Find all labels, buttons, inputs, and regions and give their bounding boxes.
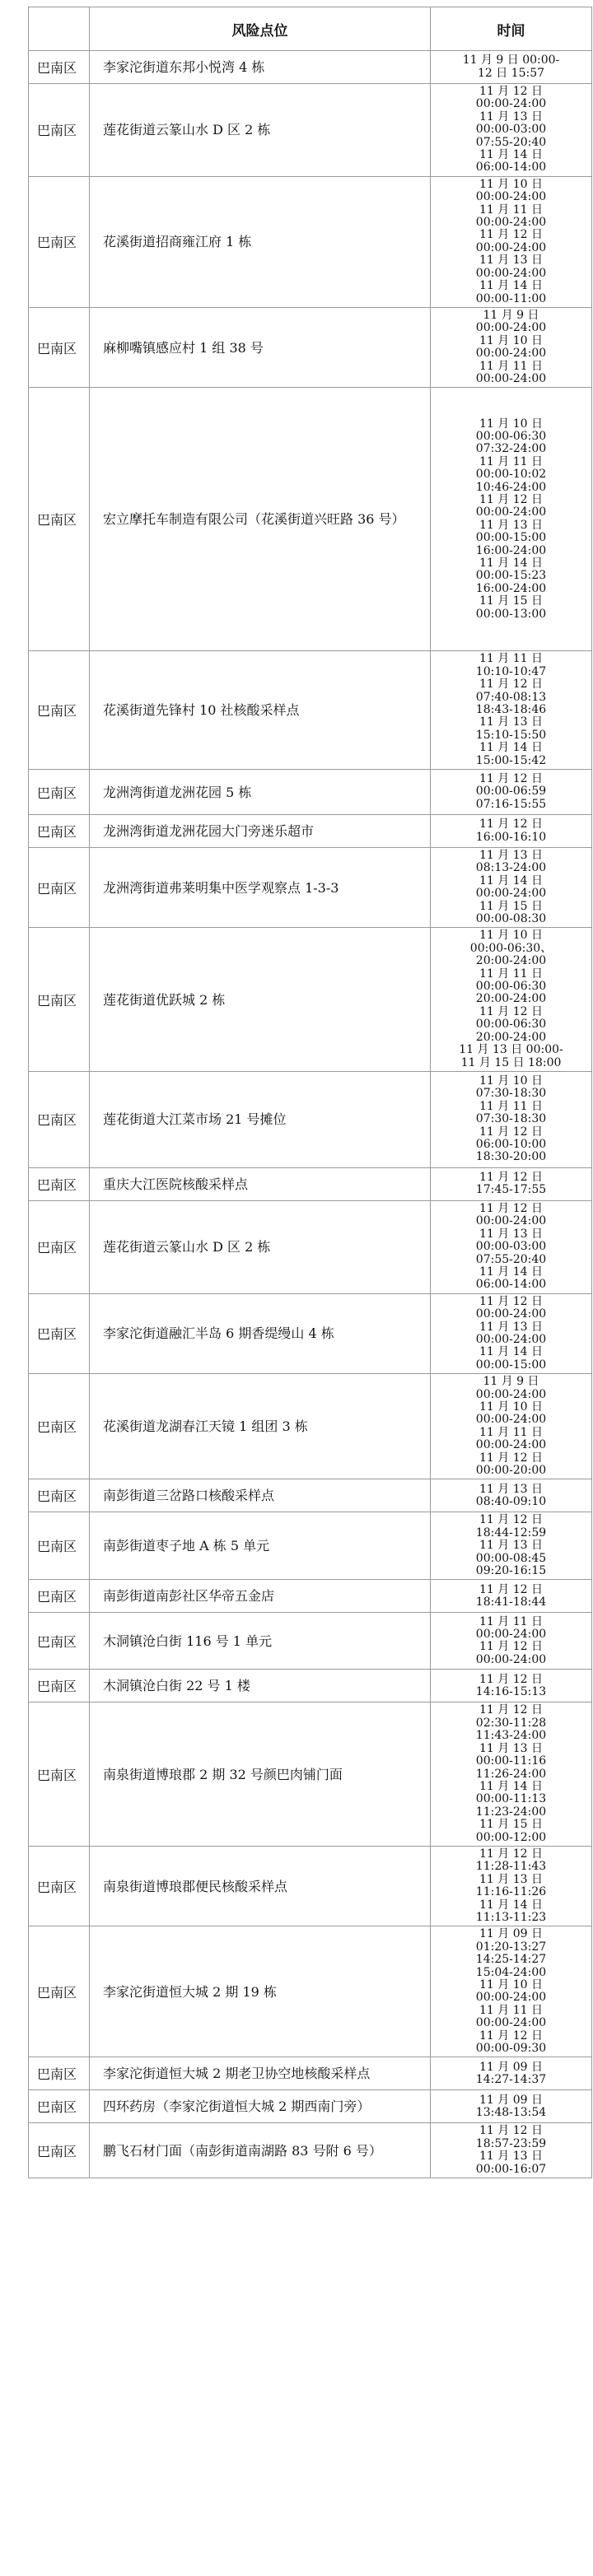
district-cell: 巴南区 [29,1479,90,1512]
time-line: 17:45-17:55 [475,1183,547,1197]
time-cell [431,1479,592,1512]
time-line: 11 月 13 日 [479,2150,543,2164]
district-cell: 巴南区 [29,1580,90,1613]
table-row [29,1374,592,1479]
table-row [29,84,592,177]
table-row [29,51,592,84]
table-row [29,1071,592,1167]
time-line: 11 月 09 日 [479,2093,543,2107]
time-line: 11 月 13 日 [479,1741,543,1755]
time-line: 11 月 12 日 [479,678,543,692]
table-row [29,1580,592,1613]
table-row [29,651,592,770]
time-line: 18:44-12:59 [475,1526,547,1540]
time-line: 00:00-24:00 [475,1652,547,1666]
table-row [29,1846,592,1926]
time-line: 14:16-15:13 [475,1684,547,1698]
place-cell: 莲花街道大江菜市场 21 号摊位 [90,1071,431,1167]
time-line: 00:00-24:00 [475,216,547,230]
time-line: 11 月 12 日 [479,1125,543,1139]
place-cell: 南彭街道三岔路口核酸采样点 [90,1479,431,1512]
time-line: 07:55-20:40 [475,135,547,149]
table-body [29,51,592,2178]
time-cell [431,2123,592,2178]
time-line: 00:00-24:00 [475,97,547,111]
time-cell [431,1167,592,1200]
table-row [29,928,592,1071]
table-row [29,176,592,307]
place-cell: 李家沱街道东邦小悦湾 4 栋 [90,51,431,84]
place-cell: 花溪街道招商雍江府 1 栋 [90,176,431,307]
time-line: 11 月 10 日 [479,1978,543,1991]
time-line: 00:00-24:00 [475,240,547,254]
time-cell [431,1580,592,1613]
district-cell: 巴南区 [29,1613,90,1670]
time-line: 11 月 12 日 [479,1640,543,1654]
time-cell [431,1293,592,1373]
district-cell: 巴南区 [29,848,90,928]
district-cell: 巴南区 [29,1670,90,1703]
place-cell: 南泉街道博琅郡 2 期 32 号颜巴肉铺门面 [90,1703,431,1846]
table-row [29,2057,592,2090]
time-line: 11 月 11 日 [479,2003,543,2017]
district-cell: 巴南区 [29,2090,90,2123]
time-line: 11 月 12 日 [479,2124,543,2138]
time-line: 08:13-24:00 [475,861,547,875]
time-cell [431,1703,592,1846]
time-line: 11 月 14 日 [479,741,543,755]
district-cell: 巴南区 [29,1071,90,1167]
time-line: 11 月 9 日 [483,1375,539,1389]
time-line: 00:00-24:00 [475,347,547,361]
place-cell: 花溪街道龙湖春江天镜 1 组团 3 栋 [90,1374,431,1479]
time-line: 11 月 9 日 [483,308,539,322]
time-cell [431,1846,592,1926]
time-line: 11 月 14 日 [479,1345,543,1359]
time-line: 02:30-11:28 [475,1716,547,1730]
district-cell: 巴南区 [29,651,90,770]
place-cell: 麻柳嘴镇感应村 1 组 38 号 [90,307,431,387]
place-cell: 木洞镇沧白街 22 号 1 楼 [90,1670,431,1703]
time-column-header: 时间 [431,7,592,51]
time-line: 07:30-18:30 [475,1112,547,1126]
time-line: 07:16-15:55 [475,797,547,811]
time-cell [431,51,592,84]
time-line: 00:00-11:13 [475,1792,547,1806]
time-line: 16:00-24:00 [475,543,547,557]
time-line: 11 月 11 日 [479,1425,543,1439]
time-line: 00:00-24:00 [475,1413,547,1427]
place-cell: 南彭街道枣子地 A 栋 5 单元 [90,1512,431,1580]
time-line: 11 月 11 日 [479,359,543,373]
place-cell: 四环药房（李家沱街道恒大城 2 期西南门旁） [90,2090,431,2123]
district-cell: 巴南区 [29,176,90,307]
place-cell: 龙洲湾街道龙洲花园 5 栋 [90,770,431,815]
time-line: 00:00-06:30 [475,430,547,443]
time-line: 15:04-24:00 [475,1965,547,1979]
district-cell: 巴南区 [29,1293,90,1373]
time-line: 00:00-11:16 [475,1754,547,1768]
time-line: 11 月 13 日 [479,715,543,729]
time-line: 14:25-14:27 [475,1953,547,1967]
time-line: 00:00-24:00 [475,887,547,901]
time-line: 15:00-15:42 [475,753,547,767]
table-row [29,1293,592,1373]
time-cell [431,848,592,928]
time-line: 16:00-24:00 [475,581,547,595]
time-line: 07:55-20:40 [475,1252,547,1266]
time-line: 00:00-06:30、 [469,941,553,955]
time-line: 11 月 12 日 [479,1171,543,1184]
place-cell: 龙洲湾街道弗莱明集中医学观察点 1-3-3 [90,848,431,928]
time-line: 11:16-11:26 [475,1885,547,1899]
time-line: 00:00-12:00 [475,1830,547,1844]
place-cell: 李家沱街道恒大城 2 期 19 栋 [90,1926,431,2057]
time-line: 01:20-13:27 [475,1940,547,1954]
time-line: 00:00-20:00 [475,1464,547,1478]
district-cell: 巴南区 [29,388,90,651]
place-cell: 莲花街道云篆山水 D 区 2 栋 [90,84,431,177]
time-line: 18:41-18:44 [475,1595,547,1609]
time-line: 20:00-24:00 [475,992,547,1006]
time-line: 00:00-15:00 [475,1358,547,1372]
time-line: 11 月 13 日 [479,1482,543,1496]
time-line: 00:00-06:59 [475,785,547,799]
time-line: 11 月 15 日 [479,1818,543,1832]
time-cell [431,651,592,770]
time-line: 00:00-24:00 [475,1214,547,1228]
district-cell: 巴南区 [29,1703,90,1846]
table-row [29,2090,592,2123]
time-line: 11 月 12 日 [479,1672,543,1686]
time-line: 11 月 11 日 [479,1614,543,1628]
table-row [29,1613,592,1670]
time-line: 11 月 10 日 [479,417,543,431]
district-cell: 巴南区 [29,1200,90,1293]
table-row [29,1479,592,1512]
time-line: 11 月 13 日 [479,518,543,532]
time-line: 11 月 12 日 [479,1294,543,1308]
time-line: 00:00-24:00 [475,1628,547,1642]
time-line: 11 月 15 日 [479,899,543,913]
district-cell: 巴南区 [29,928,90,1071]
place-cell: 莲花街道云篆山水 D 区 2 栋 [90,1200,431,1293]
time-line: 11 月 14 日 [479,1898,543,1912]
time-cell [431,928,592,1071]
time-cell [431,1613,592,1670]
table-row [29,1926,592,2057]
time-cell [431,2057,592,2090]
time-line: 11 月 12 日 [479,818,543,831]
time-cell [431,1374,592,1479]
time-cell [431,815,592,848]
time-cell [431,1200,592,1293]
time-line: 11 月 11 日 [479,967,543,981]
time-line: 11 月 14 日 [479,279,543,293]
place-cell: 南彭街道南彭社区华帝五金店 [90,1580,431,1613]
place-cell: 鹏飞石材门面（南彭街道南湖路 83 号附 6 号） [90,2123,431,2178]
time-line: 11 月 15 日 [479,594,543,608]
time-line: 11 月 10 日 [479,1074,543,1088]
time-line: 18:30-20:00 [475,1150,547,1164]
time-line: 00:00-06:30 [475,980,547,994]
time-line: 06:00-14:00 [475,1278,547,1292]
time-line: 10:46-24:00 [475,480,547,494]
time-cell [431,1926,592,2057]
district-cell: 巴南区 [29,51,90,84]
time-cell [431,176,592,307]
time-line: 00:00-08:45 [475,1551,547,1565]
place-cell: 李家沱街道融汇半岛 6 期香缇缦山 4 栋 [90,1293,431,1373]
table-header-row [29,7,592,51]
time-line: 11 月 12 日 [479,228,543,242]
time-line: 16:00-16:10 [475,830,547,844]
time-line: 11:26-24:00 [475,1767,547,1781]
time-line: 11 月 12 日 [479,493,543,507]
district-cell: 巴南区 [29,770,90,815]
place-cell: 李家沱街道恒大城 2 期老卫协空地核酸采样点 [90,2057,431,2090]
time-line: 11 月 12 日 [479,85,543,98]
place-cell: 南泉街道博琅郡便民核酸采样点 [90,1846,431,1926]
time-line: 11 月 11 日 [479,203,543,217]
time-line: 00:00-24:00 [475,1991,547,2005]
time-line: 11 月 13 日 [479,1872,543,1886]
time-line: 07:30-18:30 [475,1087,547,1101]
time-line: 11 月 13 日 00:00- [459,1043,563,1057]
district-cell: 巴南区 [29,1926,90,2057]
district-cell: 巴南区 [29,1167,90,1200]
time-line: 00:00-10:02 [475,468,547,482]
table-row [29,388,592,651]
time-line: 00:00-24:00 [475,1307,547,1321]
time-line: 11 月 13 日 [479,1227,543,1241]
time-line: 06:00-14:00 [475,161,547,175]
place-cell: 木洞镇沧白街 116 号 1 单元 [90,1613,431,1670]
time-line: 11 月 14 日 [479,557,543,571]
table-row [29,1167,592,1200]
time-line: 00:00-24:00 [475,1332,547,1346]
table-row [29,1703,592,1846]
time-line: 11 月 12 日 [479,1451,543,1465]
time-line: 06:00-10:00 [475,1138,547,1152]
time-line: 00:00-16:07 [475,2162,547,2176]
time-line: 11 月 10 日 [479,929,543,943]
table-row [29,1200,592,1293]
time-line: 11 月 15 日 18:00 [460,1055,562,1069]
time-line: 11 月 13 日 [479,1539,543,1553]
time-line: 00:00-24:00 [475,190,547,204]
place-cell: 花溪街道先锋村 10 社核酸采样点 [90,651,431,770]
time-line: 18:57-23:59 [475,2136,547,2150]
time-line: 11 月 12 日 [479,1201,543,1215]
time-line: 00:00-15:23 [475,569,547,583]
time-line: 11:28-11:43 [475,1860,547,1874]
table-row [29,2123,592,2178]
table-row [29,770,592,815]
district-cell: 巴南区 [29,307,90,387]
time-line: 07:32-24:00 [475,442,547,456]
time-line: 11 月 11 日 [479,652,543,666]
time-cell [431,1512,592,1580]
time-line: 00:00-03:00 [475,123,547,137]
table-row [29,307,592,387]
time-line: 07:40-08:13 [475,690,547,704]
time-cell [431,770,592,815]
district-cell: 巴南区 [29,84,90,177]
time-line: 00:00-24:00 [475,505,547,519]
time-line: 12 日 15:57 [477,66,545,80]
district-cell: 巴南区 [29,2123,90,2178]
time-line: 11 月 09 日 [479,2060,543,2074]
time-line: 00:00-03:00 [475,1240,547,1254]
place-column-header: 风险点位 [90,7,431,51]
district-column-header [29,7,90,51]
time-line: 11 月 14 日 [479,1265,543,1279]
time-line: 00:00-08:30 [475,912,547,926]
time-cell [431,307,592,387]
table-row [29,848,592,928]
place-cell: 莲花街道优跃城 2 栋 [90,928,431,1071]
time-line: 08:40-09:10 [475,1494,547,1508]
table-row [29,815,592,848]
place-cell: 重庆大江医院核酸采样点 [90,1167,431,1200]
time-line: 09:20-16:15 [475,1564,547,1578]
time-line: 00:00-24:00 [475,266,547,280]
time-line: 00:00-15:00 [475,531,547,545]
time-line: 00:00-24:00 [475,321,547,335]
time-line: 14:27-14:37 [475,2072,547,2086]
time-line: 10:10-10:47 [475,664,547,678]
district-cell: 巴南区 [29,2057,90,2090]
district-cell: 巴南区 [29,1846,90,1926]
time-line: 11 月 11 日 [479,454,543,468]
time-line: 00:00-24:00 [475,1387,547,1401]
time-line: 11 月 12 日 [479,771,543,785]
table-row [29,1512,592,1580]
time-line: 11 月 12 日 [479,1582,543,1596]
time-line: 11 月 14 日 [479,873,543,887]
district-cell: 巴南区 [29,1374,90,1479]
time-line: 11 月 9 日 00:00- [462,54,560,68]
time-line: 11 月 14 日 [479,1779,543,1793]
place-cell: 龙洲湾街道龙洲花园大门旁迷乐超市 [90,815,431,848]
time-cell [431,84,592,177]
time-line: 00:00-24:00 [475,1438,547,1452]
time-line: 11 月 12 日 [479,1004,543,1018]
time-line: 15:10-15:50 [475,728,547,742]
time-cell [431,388,592,651]
time-cell [431,1071,592,1167]
time-line: 11 月 12 日 [479,1703,543,1717]
time-line: 11 月 12 日 [479,1847,543,1861]
time-line: 11 月 13 日 [479,1320,543,1334]
time-line: 00:00-24:00 [475,2016,547,2030]
time-line: 11 月 13 日 [479,849,543,862]
time-line: 00:00-11:00 [475,291,547,305]
time-line: 20:00-24:00 [475,954,547,968]
time-line: 11:13-11:23 [475,1910,547,1924]
time-cell [431,1670,592,1703]
time-line: 00:00-06:30 [475,1018,547,1032]
time-cell [431,2090,592,2123]
district-cell: 巴南区 [29,1512,90,1580]
risk-points-table [28,7,592,2178]
time-line: 11 月 10 日 [479,177,543,191]
time-line: 11:23-24:00 [475,1805,547,1819]
time-line: 11 月 12 日 [479,2029,543,2043]
district-cell: 巴南区 [29,815,90,848]
time-line: 11 月 14 日 [479,148,543,162]
time-line: 00:00-24:00 [475,371,547,385]
time-line: 13:48-13:54 [475,2105,547,2119]
time-line: 11:43-24:00 [475,1729,547,1743]
table-row [29,1670,592,1703]
time-line: 00:00-09:30 [475,2042,547,2056]
time-line: 11 月 13 日 [479,254,543,268]
time-line: 11 月 13 日 [479,109,543,123]
time-line: 11 月 12 日 [479,1513,543,1527]
time-line: 20:00-24:00 [475,1030,547,1044]
time-line: 11 月 10 日 [479,333,543,347]
time-line: 11 月 10 日 [479,1400,543,1414]
time-line: 11 月 11 日 [479,1099,543,1113]
time-line: 11 月 09 日 [479,1927,543,1941]
place-cell: 宏立摩托车制造有限公司（花溪街道兴旺路 36 号） [90,388,431,651]
time-line: 00:00-13:00 [475,607,547,621]
time-line: 18:43-18:46 [475,702,547,716]
